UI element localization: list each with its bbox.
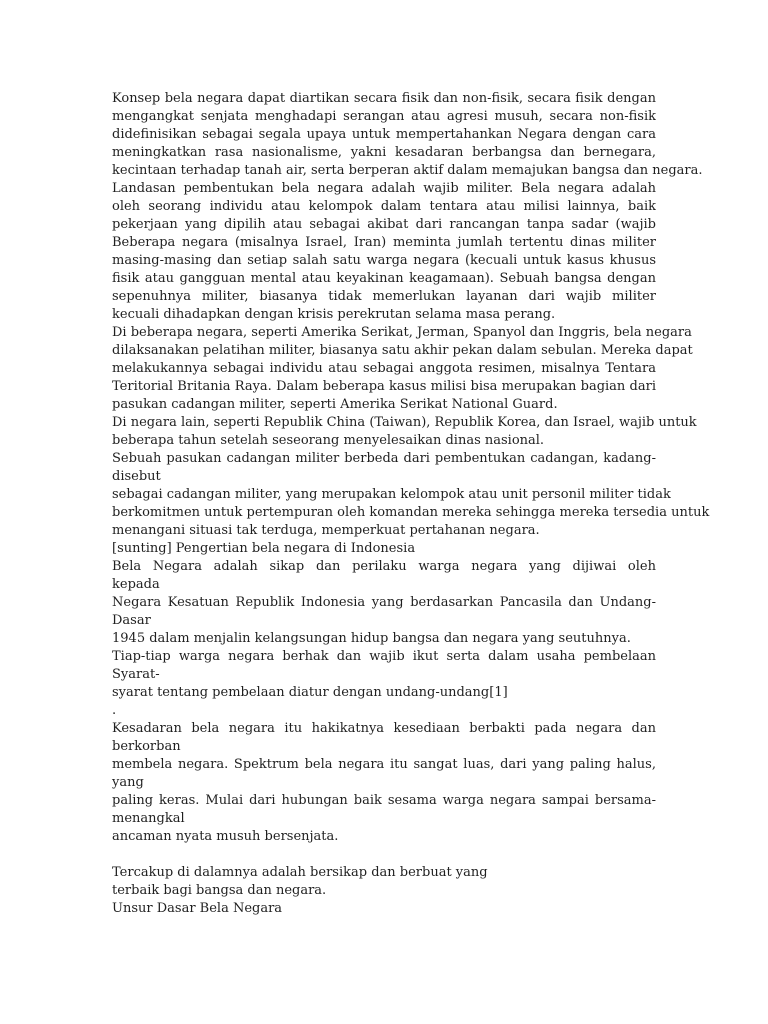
text-line: masing-masing dan setiap salah satu warga negara (kecuali untuk kasus khusus (112, 253, 656, 268)
text-line: yang (112, 775, 144, 790)
text-line: mengangkat senjata menghadapi serangan atau agresi musuh, secara non-fisik (112, 109, 656, 124)
text-line: ancaman nyata musuh bersenjata. (112, 829, 339, 844)
text-line: syarat tentang pembelaan diatur dengan undang-undang[1] (112, 685, 508, 700)
text-line: [sunting] Pengertian bela negara di Indonesia (112, 541, 416, 556)
text-line: Beberapa negara (misalnya Israel, Iran) meminta jumlah tertentu dinas militer (112, 235, 656, 250)
text-line: paling keras. Mulai dari hubungan baik sesama warga negara sampai bersama- (112, 793, 656, 808)
text-line: terbaik bagi bangsa dan negara. (112, 883, 327, 898)
text-line: menangkal (112, 811, 185, 826)
text-line: membela negara. Spektrum bela negara itu sangat luas, dari yang paling halus, (112, 757, 656, 772)
text-line: sepenuhnya militer, biasanya tidak memerlukan layanan dari wajib militer (112, 289, 656, 304)
text-line: fisik atau gangguan mental atau keyakinan keagamaan). Sebuah bangsa dengan (112, 271, 656, 286)
text-line: melakukannya sebagai individu atau sebagai anggota resimen, misalnya Tentara (112, 361, 656, 376)
text-line: beberapa tahun setelah seseorang menyelesaikan dinas nasional. (112, 433, 545, 448)
text-line: kecuali dihadapkan dengan krisis perekrutan selama masa perang. (112, 307, 556, 322)
text-line: dilaksanakan pelatihan militer, biasanya satu akhir pekan dalam sebulan. Mereka dapat (112, 343, 693, 358)
text-line: pasukan cadangan militer, seperti Amerika Serikat National Guard. (112, 397, 558, 412)
text-line: Negara Kesatuan Republik Indonesia yang berdasarkan Pancasila dan Undang- (112, 595, 656, 610)
text-line: pekerjaan yang dipilih atau sebagai akibat dari rancangan tanpa sadar (wajib (112, 217, 656, 232)
text-line: Tercakup di dalamnya adalah bersikap dan berbuat yang (112, 865, 488, 880)
text-line: Di negara lain, seperti Republik China (Taiwan), Republik Korea, dan Israel, wajib untuk (112, 415, 697, 430)
text-line: Sebuah pasukan cadangan militer berbeda dari pembentukan cadangan, kadang- (112, 451, 656, 466)
text-line (112, 846, 656, 864)
text-line: Teritorial Britania Raya. Dalam beberapa kasus milisi bisa merupakan bagian dari (112, 379, 656, 394)
text-line: 1945 dalam menjalin kelangsungan hidup bangsa dan negara yang seutuhnya. (112, 631, 631, 646)
text-line: Tiap-tiap warga negara berhak dan wajib ikut serta dalam usaha pembelaan (112, 649, 656, 664)
text-line: sebagai cadangan militer, yang merupakan kelompok atau unit personil militer tidak (112, 487, 671, 502)
text-line: berkomitmen untuk pertempuran oleh komandan mereka sehingga mereka tersedia untuk (112, 505, 710, 520)
text-line: oleh seorang individu atau kelompok dalam tentara atau milisi lainnya, baik (112, 199, 656, 214)
text-line: Konsep bela negara dapat diartikan secara fisik dan non-fisik, secara fisik dengan (112, 91, 656, 106)
text-line: berkorban (112, 739, 181, 754)
text-line: Dasar (112, 613, 151, 628)
text-line: meningkatkan rasa nasionalisme, yakni kesadaran berbangsa dan bernegara, (112, 145, 656, 160)
text-line: menangani situasi tak terduga, memperkuat pertahanan negara. (112, 523, 540, 538)
text-line: Unsur Dasar Bela Negara (112, 901, 283, 916)
text-line: Bela Negara adalah sikap dan perilaku warga negara yang dijiwai oleh (112, 559, 656, 574)
text-line: didefinisikan sebagai segala upaya untuk mempertahankan Negara dengan cara (112, 127, 656, 142)
text-line: . (112, 703, 117, 718)
text-line: kepada (112, 577, 160, 592)
text-line: Landasan pembentukan bela negara adalah wajib militer. Bela negara adalah (112, 181, 656, 196)
text-line: disebut (112, 469, 161, 484)
text-line: Syarat- (112, 667, 160, 682)
text-line: kecintaan terhadap tanah air, serta berperan aktif dalam memajukan bangsa dan negara. (112, 163, 703, 178)
document-body (112, 90, 710, 918)
text-line: Kesadaran bela negara itu hakikatnya kesediaan berbakti pada negara dan (112, 721, 656, 736)
text-line: Di beberapa negara, seperti Amerika Serikat, Jerman, Spanyol dan Inggris, bela negara (112, 325, 692, 340)
